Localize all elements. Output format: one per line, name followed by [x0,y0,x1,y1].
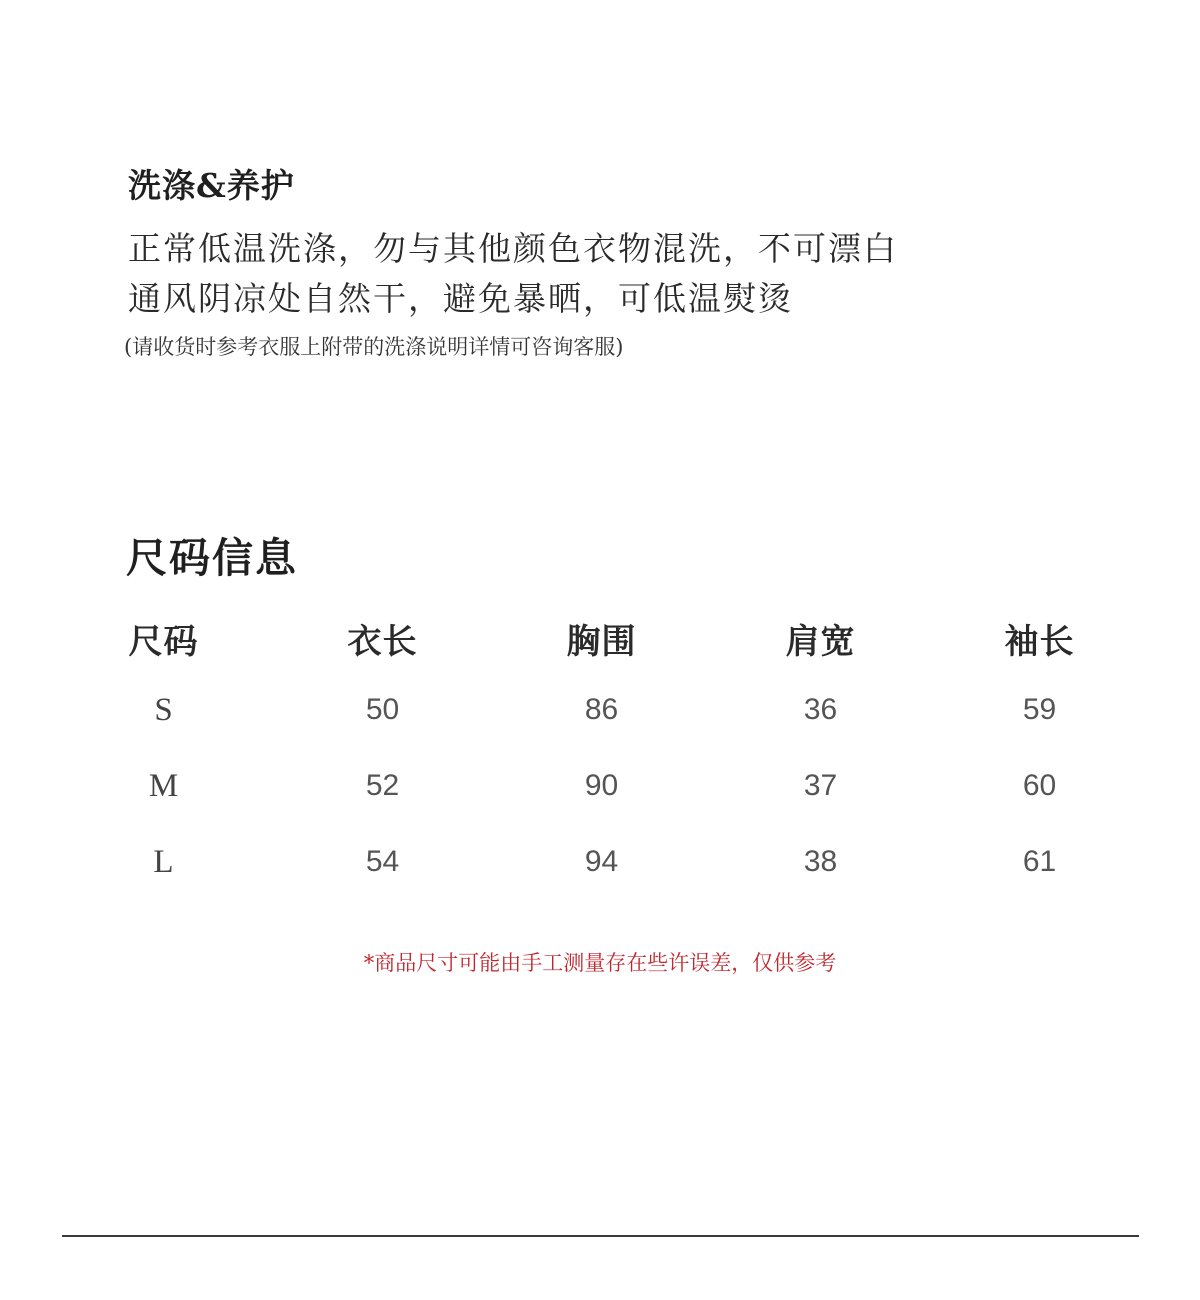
header-chest: 胸围 [566,622,637,662]
care-title: 洗涤&养护 [128,166,295,205]
measurement-disclaimer: *商品尺寸可能由手工测量存在些许误差，仅供参考 [363,951,837,975]
header-shoulder: 肩宽 [785,622,856,662]
table-row [54,824,1149,900]
size-info-title: 尺码信息 [126,534,298,582]
chest-cell: 86 [584,693,619,726]
size-cell: S [154,692,173,728]
shoulder-cell: 36 [803,693,838,726]
table-row [54,672,1149,748]
care-note: (请收货时参考衣服上附带的洗涤说明详情可咨询客服) [124,335,624,359]
size-cell: L [153,844,174,880]
length-cell: 50 [365,693,400,726]
sleeve-cell: 61 [1022,845,1057,878]
care-instruction-line-2: 通风阴凉处自然干，避免暴晒，可低温熨烫 [128,279,793,318]
sleeve-cell: 59 [1022,693,1057,726]
size-cell: M [148,768,179,804]
chest-cell: 90 [584,769,619,802]
size-table-header [54,612,1149,672]
header-length: 衣长 [347,622,418,662]
shoulder-cell: 37 [803,769,838,802]
length-cell: 52 [365,769,400,802]
length-cell: 54 [365,845,400,878]
chest-cell: 94 [584,845,619,878]
table-row [54,748,1149,824]
shoulder-cell: 38 [803,845,838,878]
bottom-divider [62,1235,1139,1237]
header-size: 尺码 [128,622,199,662]
header-sleeve: 袖长 [1004,622,1075,662]
care-instruction-line-1: 正常低温洗涤，勿与其他颜色衣物混洗，不可漂白 [128,229,898,268]
size-table [54,612,1149,900]
sleeve-cell: 60 [1022,769,1057,802]
